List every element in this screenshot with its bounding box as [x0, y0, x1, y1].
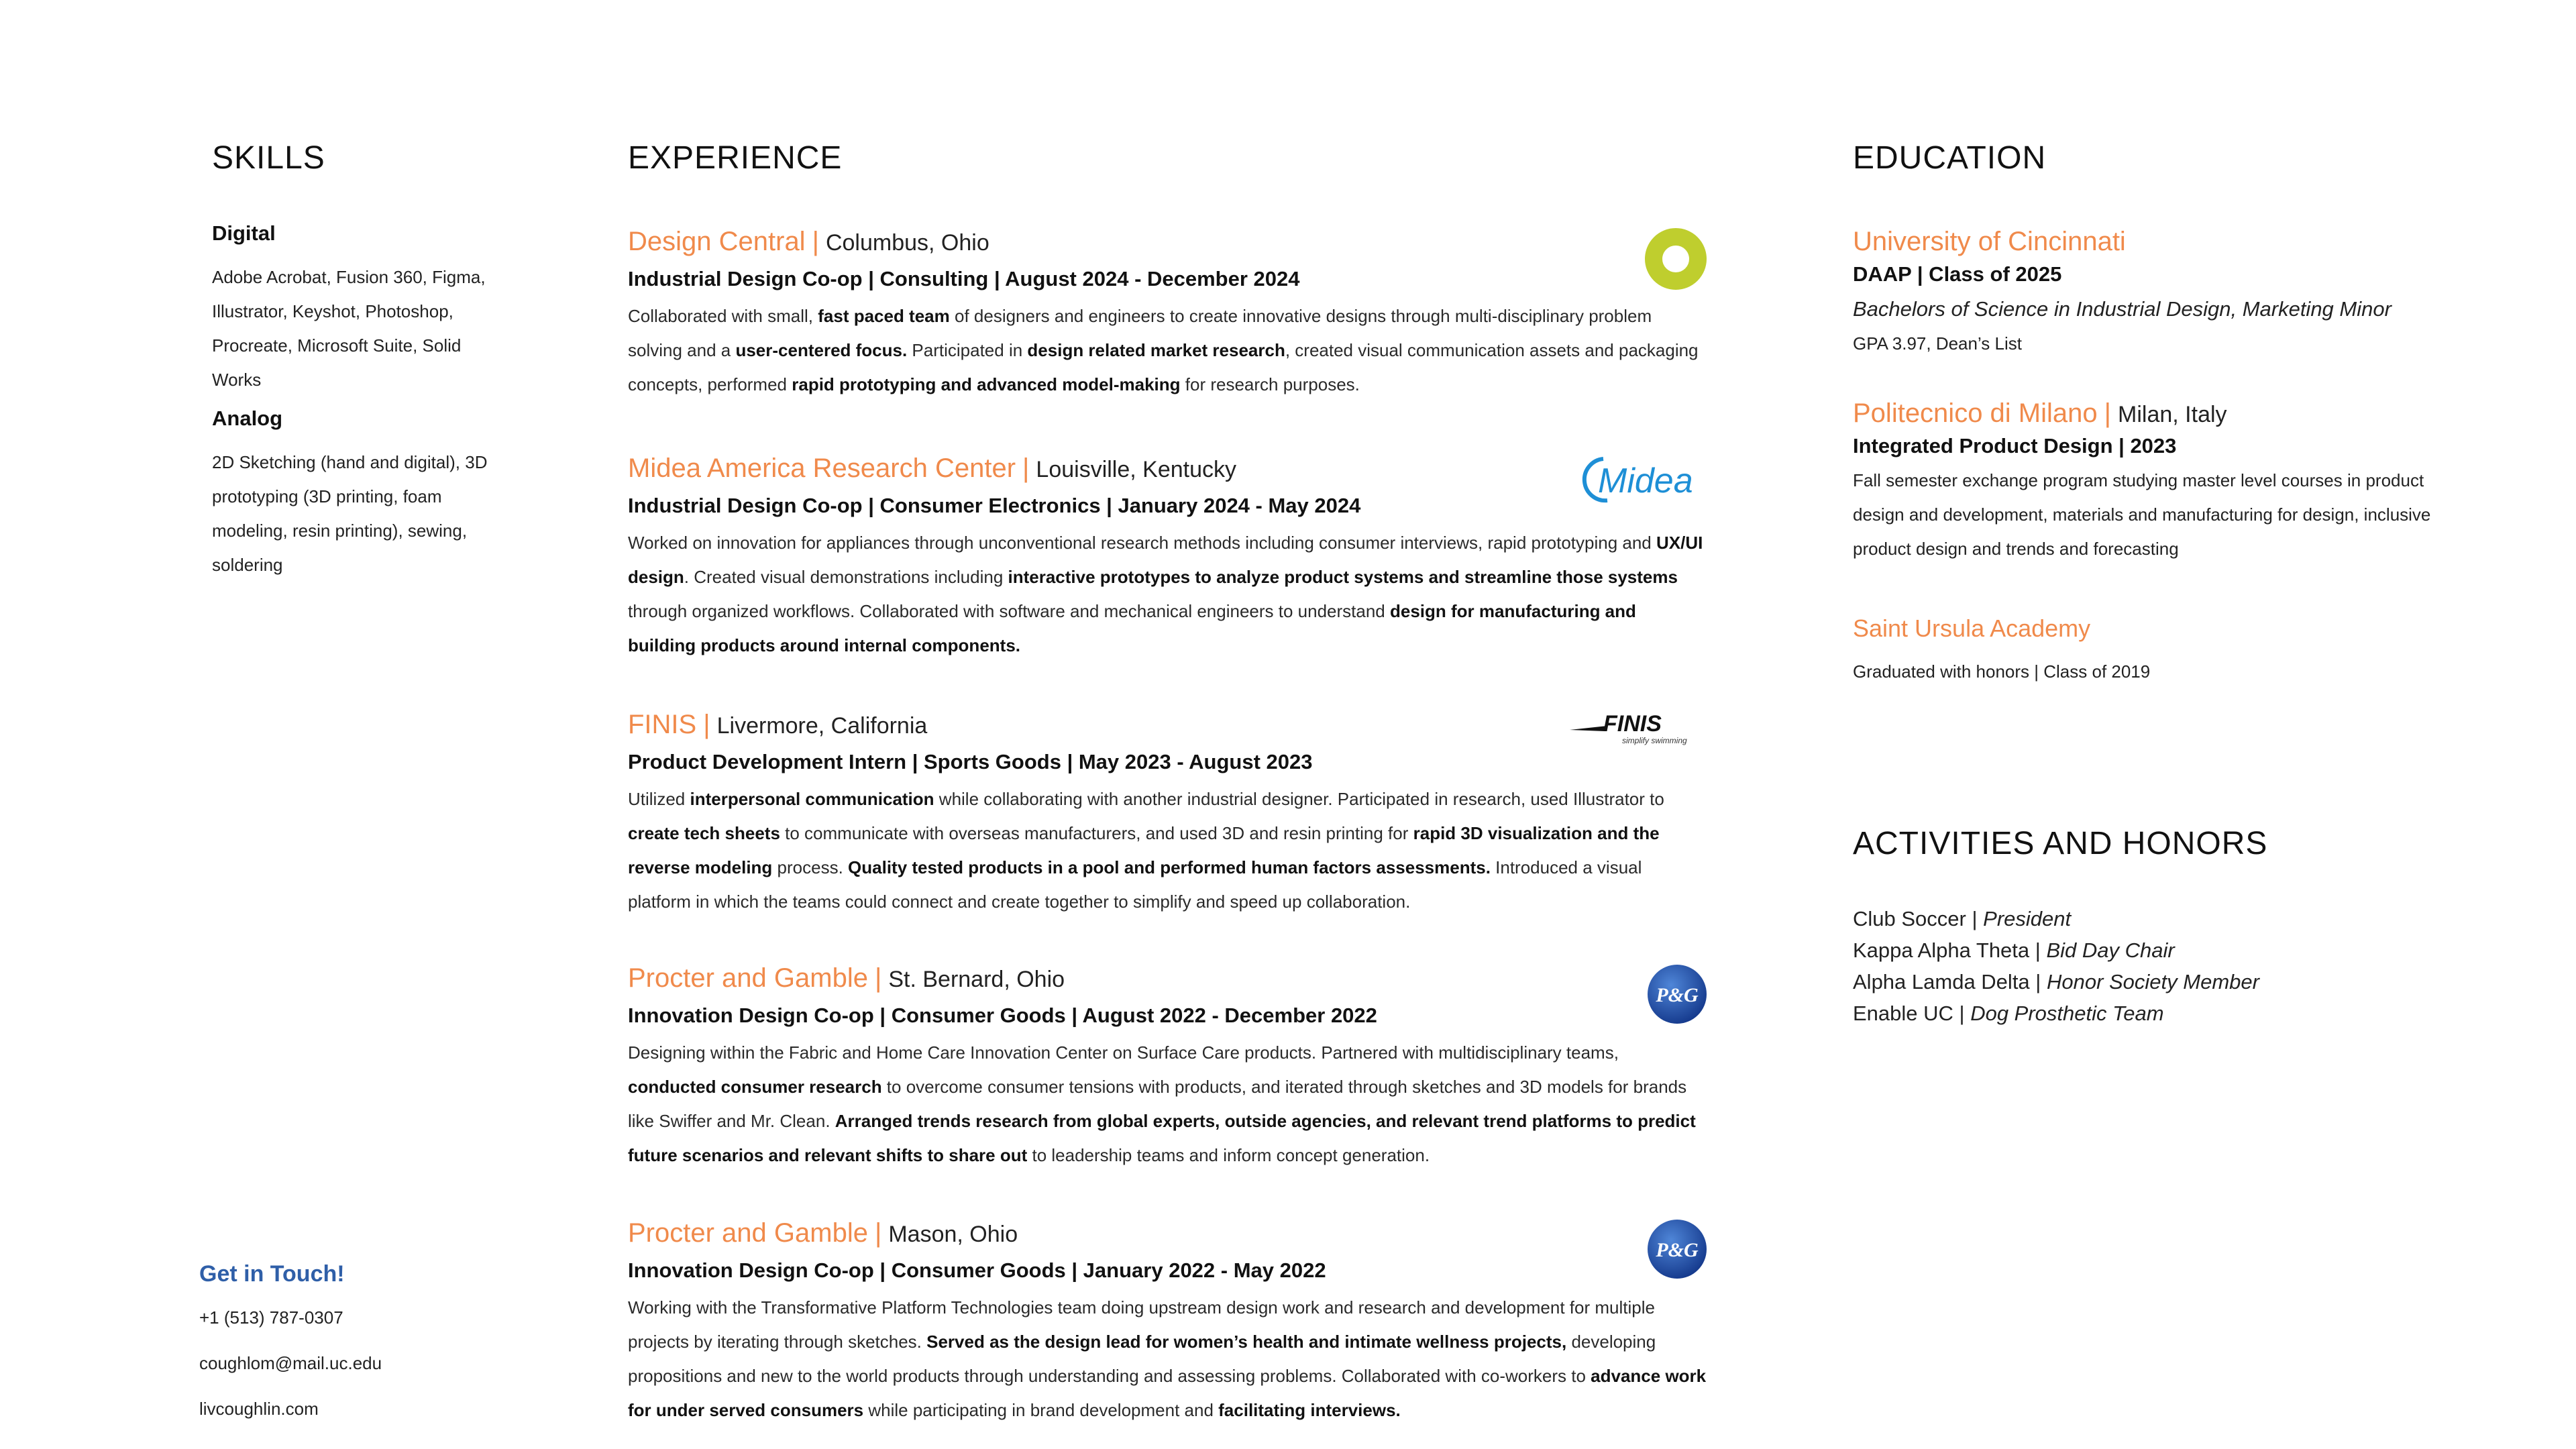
design-central-logo-icon — [1644, 227, 1708, 291]
degree: Integrated Product Design | 2023 — [1853, 434, 2177, 458]
contact-phone[interactable]: +1 (513) 787-0307 — [199, 1307, 343, 1328]
experience-entry: Design Central | Columbus, Ohio Industrial Design Co-op | Consulting | August 2024 - December 2024 Collaborated with small, fast paced team of designers and engineers to create innovative designs through multi-disciplinary problem solving and a user-centered focus. Participated in design related market research, created visual communication assets and packaging concepts, performed rapid prototyping and advanced model-making for research purposes. — [628, 227, 1708, 402]
contact-section — [199, 1261, 535, 1444]
school-name: Saint Ursula Academy — [1853, 614, 2091, 642]
company-name: Procter and Gamble — [628, 963, 868, 993]
experience-heading: EXPERIENCE — [628, 140, 843, 176]
school-location: Milan, Italy — [2118, 402, 2227, 427]
education-note: GPA 3.97, Dean’s List — [1853, 333, 2022, 354]
education-heading: EDUCATION — [1853, 140, 2047, 176]
education-note: Graduated with honors | Class of 2019 — [1853, 661, 2151, 682]
activity-item: Club Soccer | President — [1853, 907, 2072, 930]
company-name: Design Central — [628, 227, 806, 256]
job-role: Innovation Design Co-op | Consumer Goods | January 2022 - May 2022 — [628, 1258, 1326, 1282]
job-role: Innovation Design Co-op | Consumer Goods | August 2022 - December 2022 — [628, 1004, 1377, 1027]
skills-digital-text: Adobe Acrobat, Fusion 360, Figma, Illustrator, Keyshot, Photoshop, Procreate, Microsoft Suite, Solid Works — [212, 267, 486, 390]
job-role: Industrial Design Co-op | Consulting | August 2024 - December 2024 — [628, 267, 1300, 290]
pg-logo-icon — [1646, 1218, 1708, 1280]
degree-detail: Bachelors of Science in Industrial Design, Marketing Minor — [1853, 297, 2392, 321]
experience-entry: Procter and Gamble | Mason, Ohio Innovation Design Co-op | Consumer Goods | January 2022 - May 2022 Working with the Transformative Platform Technologies team doing upstream design work and research and development for multiple projects by iterating through sketches. Served as the design lead for women’s health and intimate wellness projects, developing propositions and new to the world products through understanding and assessing problems. Collaborated with co-workers to advance work for under served consumers while participating in brand development and facilitating interviews. P&G — [628, 1218, 1708, 1428]
skills-analog-title: Analog — [212, 407, 283, 430]
midea-logo-icon — [1580, 453, 1708, 507]
skills-section — [212, 221, 494, 592]
job-description: Collaborated with small, fast paced team of designers and engineers to create innovative designs through multi-disciplinary problem solving and a user-centered focus. Participated in design related market research, created visual communication assets and packaging concepts, performed rapid prototyping and advanced model-making for research purposes. — [628, 306, 1699, 394]
skills-heading: SKILLS — [212, 140, 325, 176]
experience-entry: Midea America Research Center | Louisville, Kentucky Industrial Design Co-op | Consumer Electronics | January 2024 - May 2024 Worked on innovation for appliances through unconventional research methods including consumer interviews, rapid prototyping and UX/UI design. Created visual demonstrations including interactive prototypes to analyze product systems and streamline those systems through organized workflows. Collaborated with software and mechanical engineers to understand design for manufacturing and building products around internal components. Midea — [628, 453, 1708, 663]
job-role: Product Development Intern | Sports Goods | May 2023 - August 2023 — [628, 750, 1313, 773]
skills-digital-title: Digital — [212, 221, 276, 245]
education-note: Fall semester exchange program studying master level courses in product design and development, materials and manufacturing for design, inclusive product design and trends and forecasting — [1853, 470, 2431, 559]
pg-logo-text: P&G — [1656, 984, 1699, 1006]
job-description: Utilized interpersonal communication while collaborating with another industrial designer. Participated in research, used Illustrator to create tech sheets to communicate with overseas manufacturers, and used 3D and resin printing for rapid 3D visualization and the reverse modeling process. Quality tested products in a pool and performed human factors assessments. Introduced a visual platform in which the teams could connect and create together to simplify and speed up collaboration. — [628, 789, 1664, 912]
job-description: Worked on innovation for appliances through unconventional research methods including consumer interviews, rapid prototyping and UX/UI design. Created visual demonstrations including interactive prototypes to analyze product systems and streamline those systems through organized workflows. Collaborated with software and mechanical engineers to understand design for manufacturing and building products around internal components. — [628, 533, 1703, 655]
company-location: Louisville, Kentucky — [1036, 457, 1237, 482]
company-location: Columbus, Ohio — [825, 230, 989, 256]
company-name: Midea America Research Center — [628, 453, 1016, 483]
skills-analog-text: 2D Sketching (hand and digital), 3D prototyping (3D printing, foam modeling, resin printing), sewing, soldering — [212, 452, 488, 575]
contact-email[interactable]: coughlom@mail.uc.edu — [199, 1353, 382, 1373]
education-entry: Politecnico di Milano | Milan, Italy Integrated Product Design | 2023 Fall semester exchange program studying master level courses in product design and development, materials and manufacturing for design, inclusive product design and trends and forecasting — [1853, 398, 2457, 566]
school-name: University of Cincinnati — [1853, 227, 2126, 256]
contact-website[interactable]: livcoughlin.com — [199, 1399, 319, 1419]
activities-heading: ACTIVITIES AND HONORS — [1853, 826, 2268, 861]
pg-logo-text: P&G — [1656, 1239, 1699, 1261]
education-entry — [1853, 227, 2457, 361]
company-location: St. Bernard, Ohio — [888, 967, 1065, 992]
company-name: FINIS — [628, 710, 697, 739]
education-entry — [1853, 614, 2457, 689]
activity-item: Alpha Lamda Delta | Honor Society Member — [1853, 970, 2259, 994]
activities-list — [1853, 907, 2457, 1033]
company-location: Livermore, California — [716, 713, 928, 739]
company-location: Mason, Ohio — [888, 1222, 1018, 1247]
job-role: Industrial Design Co-op | Consumer Electronics | January 2024 - May 2024 — [628, 494, 1361, 517]
company-name: Procter and Gamble — [628, 1218, 868, 1248]
finis-logo-tagline: simplify swimming — [1622, 736, 1687, 745]
activity-item: Enable UC | Dog Prosthetic Team — [1853, 1002, 2164, 1025]
experience-entry: Procter and Gamble | St. Bernard, Ohio Innovation Design Co-op | Consumer Goods | August 2022 - December 2022 Designing within the Fabric and Home Care Innovation Center on Surface Care products. Partnered with multidisciplinary teams, conducted consumer research to overcome consumer tensions with products, and iterated through sketches and 3D models for brands like Swiffer and Mr. Clean. Arranged trends research from global experts, outside agencies, and relevant trend platforms to predict future scenarios and relevant shifts to share out to leadership teams and inform concept generation. P&G — [628, 963, 1708, 1173]
job-description: Working with the Transformative Platform Technologies team doing upstream design work and research and development for multiple projects by iterating through sketches. Served as the design lead for women’s health and intimate wellness projects, developing propositions and new to the world products through understanding and assessing problems. Collaborated with co-workers to advance work for under served consumers while participating in brand development and facilitating interviews. — [628, 1297, 1707, 1420]
midea-logo-text: Midea — [1598, 462, 1693, 500]
contact-title: Get in Touch! — [199, 1261, 345, 1287]
school-name: Politecnico di Milano — [1853, 398, 2098, 428]
degree: DAAP | Class of 2025 — [1853, 262, 2062, 286]
finis-logo-icon — [1567, 710, 1708, 750]
pg-logo-icon — [1646, 963, 1708, 1025]
experience-entry: FINIS | Livermore, California Product Development Intern | Sports Goods | May 2023 - August 2023 Utilized interpersonal communication while collaborating with another industrial designer. Participated in research, used Illustrator to create tech sheets to communicate with overseas manufacturers, and used 3D and resin printing for rapid 3D visualization and the reverse modeling process. Quality tested products in a pool and performed human factors assessments. Introduced a visual platform in which the teams could connect and create together to simplify and speed up collaboration. FINIS simplify swimming — [628, 710, 1708, 919]
activity-item: Kappa Alpha Theta | Bid Day Chair — [1853, 938, 2175, 962]
job-description: Designing within the Fabric and Home Care Innovation Center on Surface Care products. Partnered with multidisciplinary teams, conducted consumer research to overcome consumer tensions with products, and iterated through sketches and 3D models for brands like Swiffer and Mr. Clean. Arranged trends research from global experts, outside agencies, and relevant trend platforms to predict future scenarios and relevant shifts to share out to leadership teams and inform concept generation. — [628, 1042, 1696, 1165]
finis-logo-text: FINIS — [1603, 711, 1662, 737]
